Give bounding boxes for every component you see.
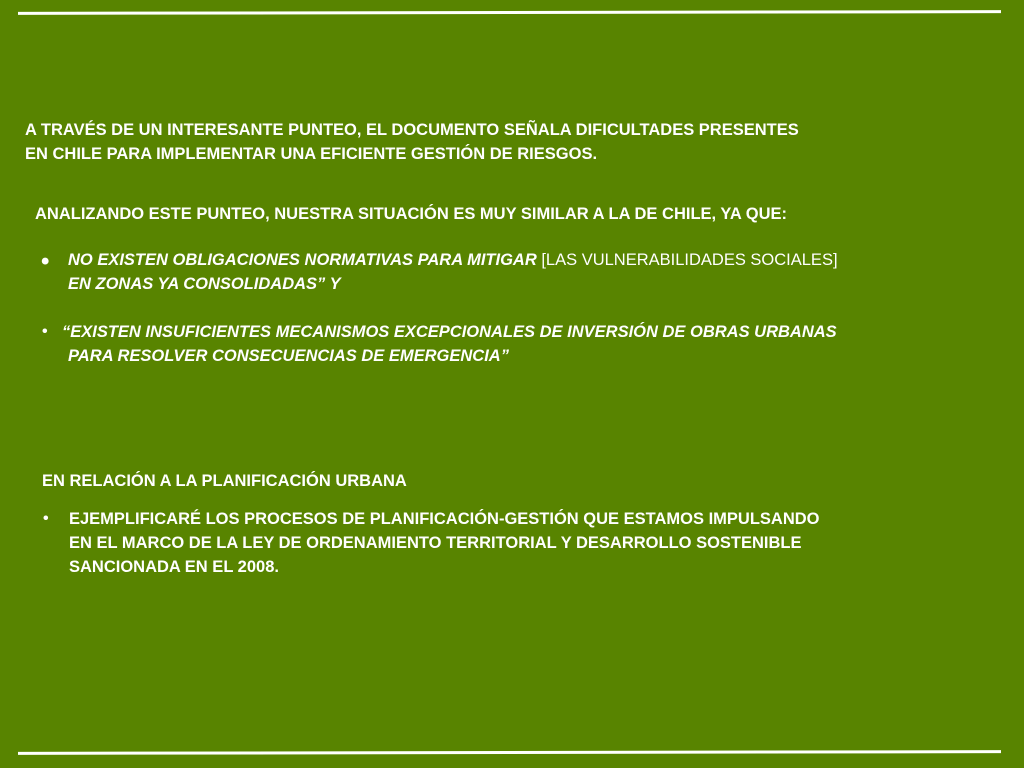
planning-heading: EN RELACIÓN A LA PLANIFICACIÓN URBANA <box>42 472 407 490</box>
bullet-line-2: EN EL MARCO DE LA LEY DE ORDENAMIENTO TERRITORIAL Y DESARROLLO SOSTENIBLE <box>69 534 802 552</box>
bullet-item-mechanisms <box>42 320 837 368</box>
bullet-icon: • <box>42 323 48 340</box>
intro-line-1: A TRAVÉS DE UN INTERESANTE PUNTEO, EL DOCUMENTO SEÑALA DIFICULTADES PRESENTES <box>25 121 799 139</box>
bullet-italic-text: NO EXISTEN OBLIGACIONES NORMATIVAS PARA MITIGAR <box>68 251 537 269</box>
intro-paragraph <box>25 118 799 166</box>
intro-line-2: EN CHILE PARA IMPLEMENTAR UNA EFICIENTE GESTIÓN DE RIESGOS. <box>25 145 598 163</box>
bullet-line-2: PARA RESOLVER CONSECUENCIAS DE EMERGENCIA” <box>68 347 509 365</box>
bullet-icon: • <box>41 248 50 275</box>
top-divider <box>18 10 1001 15</box>
bullet-item-obligations <box>41 248 838 296</box>
bullet-line-3: SANCIONADA EN EL 2008. <box>69 558 279 576</box>
bullet-line-2: EN ZONAS YA CONSOLIDADAS” Y <box>68 275 341 293</box>
bullet-item-planning <box>43 507 820 579</box>
bottom-divider <box>18 750 1001 755</box>
bullet-bracket-text: [LAS VULNERABILIDADES SOCIALES] <box>536 251 838 269</box>
bullet-line-1: EJEMPLIFICARÉ LOS PROCESOS DE PLANIFICACIÓN-GESTIÓN QUE ESTAMOS IMPULSANDO <box>69 510 820 528</box>
bullet-icon: • <box>43 510 49 527</box>
bullet-line-1 <box>68 248 838 272</box>
analysis-heading: ANALIZANDO ESTE PUNTEO, NUESTRA SITUACIÓN ES MUY SIMILAR A LA DE CHILE, YA QUE: <box>35 205 788 223</box>
bullet-line-1: “EXISTEN INSUFICIENTES MECANISMOS EXCEPCIONALES DE INVERSIÓN DE OBRAS URBANAS <box>62 323 837 341</box>
